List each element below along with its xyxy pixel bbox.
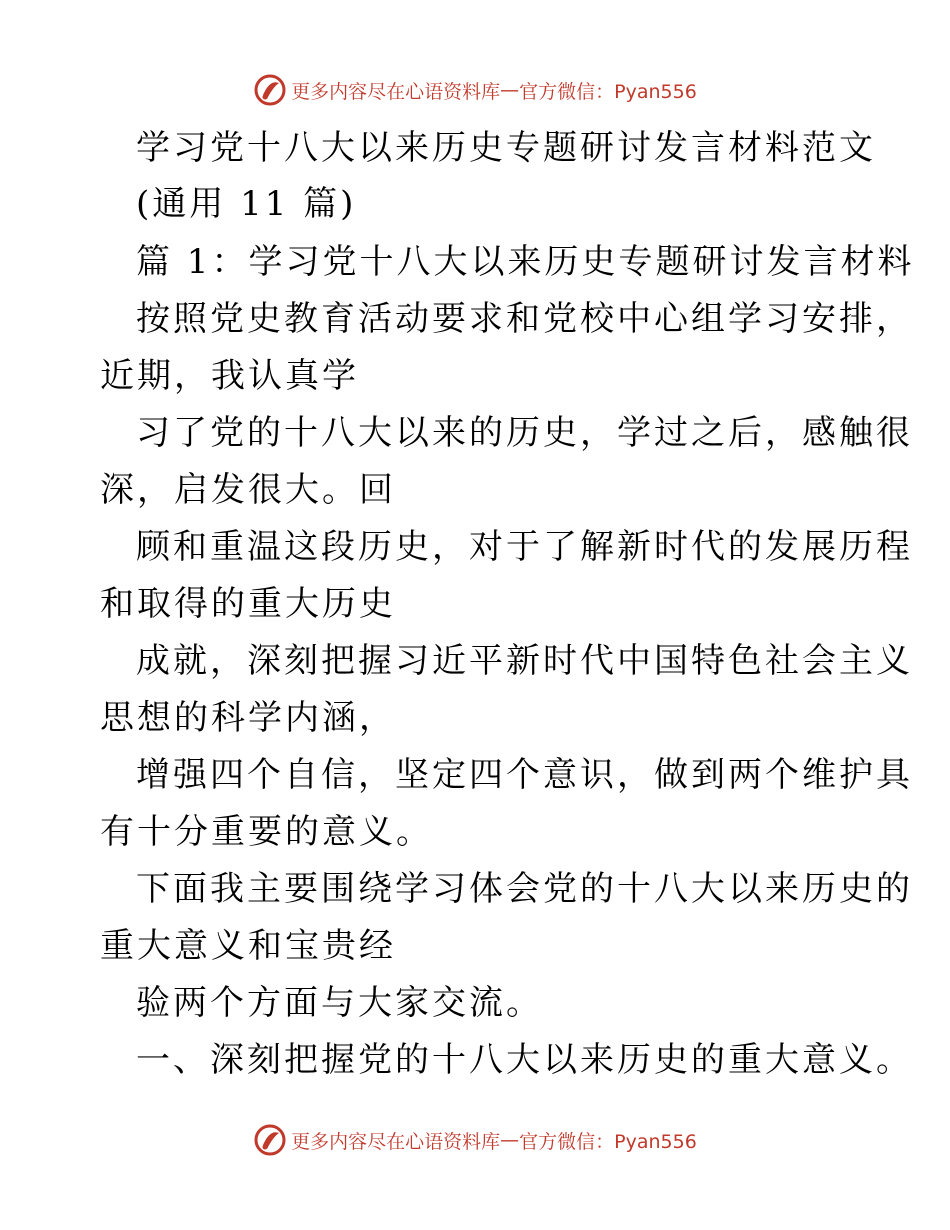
paragraph-line: 成就，深刻把握习近平新时代中国特色社会主义	[136, 641, 913, 681]
paragraph-line: 顾和重温这段历史，对于了解新时代的发展历程	[136, 527, 913, 567]
paragraph-line: 下面我主要围绕学习体会党的十八大以来历史的	[136, 869, 913, 909]
logo-icon	[253, 1123, 287, 1157]
paragraph-line: 和取得的重大历史	[100, 584, 396, 624]
banner-text: 更多内容尽在心语资料库	[291, 1130, 501, 1153]
paragraph-line: 思想的科学内涵，	[100, 698, 396, 738]
paragraph-line: 深，启发很大。回	[100, 470, 396, 510]
paragraph-line: 一、深刻把握党的十八大以来历史的重大意义。	[136, 1040, 913, 1080]
paragraph-line: 有十分重要的意义。	[100, 812, 433, 852]
paragraph-line: 近期，我认真学	[100, 356, 359, 396]
paragraph-line: 重大意义和宝贵经	[100, 926, 396, 966]
document-title-line1: 学习党十八大以来历史专题研讨发言材料范文	[136, 128, 876, 168]
paragraph-line: 习了党的十八大以来的历史，学过之后，感触很	[136, 413, 913, 453]
banner-separator: —	[500, 1129, 520, 1151]
banner-separator: —	[500, 79, 520, 101]
paragraph-line: 增强四个自信，坚定四个意识，做到两个维护具	[136, 755, 913, 795]
section-heading: 篇 1：学习党十八大以来历史专题研讨发言材料	[136, 242, 915, 282]
banner-wechat: 官方微信：Pyan556	[519, 1130, 697, 1153]
banner-text: 更多内容尽在心语资料库	[291, 80, 501, 103]
paragraph-line: 验两个方面与大家交流。	[136, 983, 543, 1023]
banner-wechat: 官方微信：Pyan556	[519, 80, 697, 103]
document-title-line2: (通用 11 篇)	[136, 184, 357, 224]
footer-watermark-banner	[0, 1120, 950, 1160]
paragraph-line: 按照党史教育活动要求和党校中心组学习安排，	[136, 299, 913, 339]
